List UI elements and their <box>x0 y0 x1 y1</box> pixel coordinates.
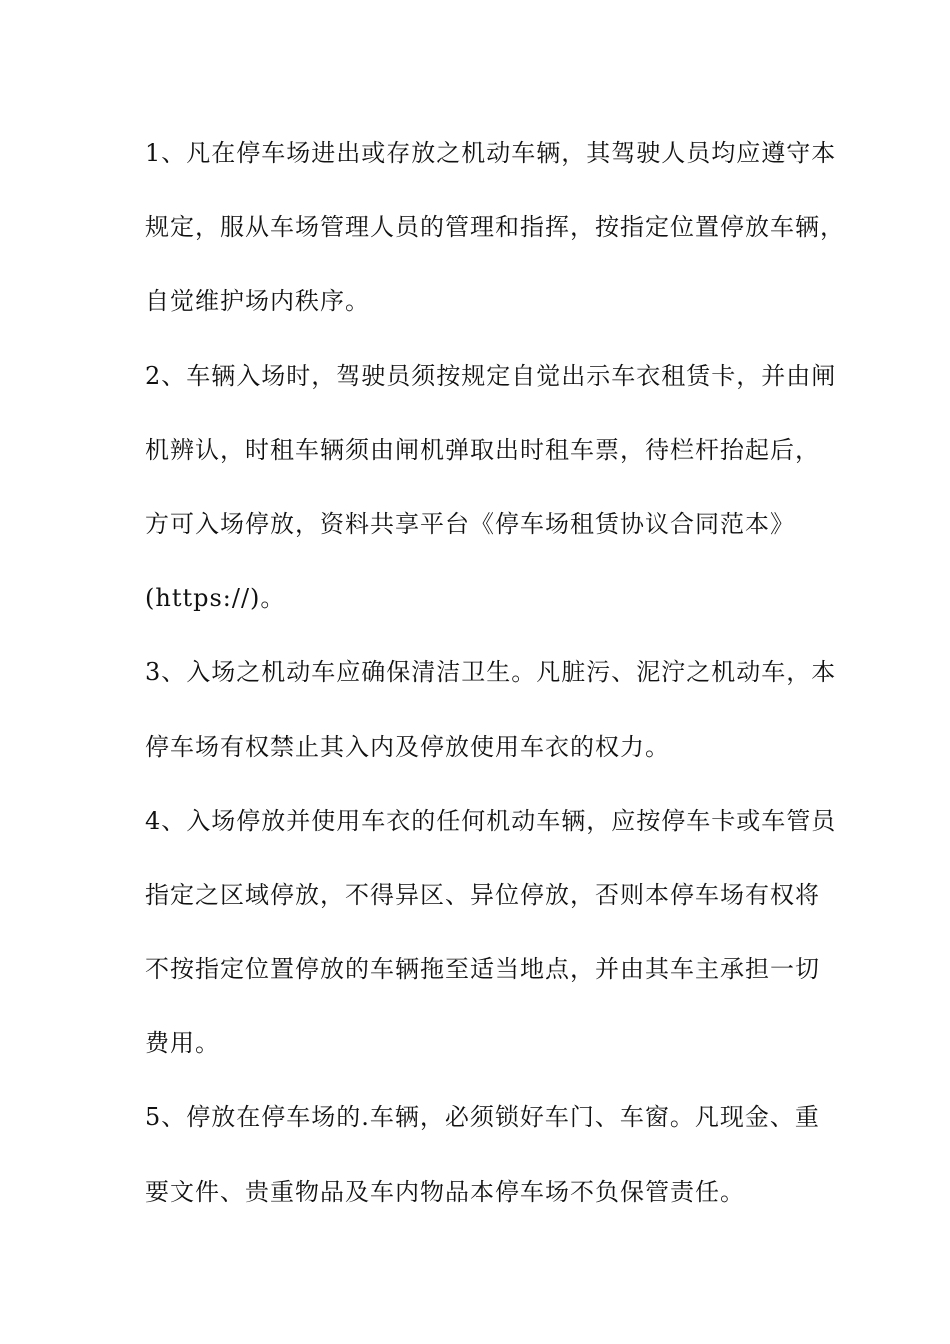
text-line: 指定之区域停放，不得异区、异位停放，否则本停车场有权将 <box>145 880 820 909</box>
document-body <box>145 126 845 1239</box>
text-line: 要文件、贵重物品及车内物品本停车场不负保管责任。 <box>145 1177 745 1206</box>
text-line: 方可入场停放，资料共享平台《停车场租赁协议合同范本》 <box>145 509 795 538</box>
text-line: 不按指定位置停放的车辆拖至适当地点，并由其车主承担一切 <box>145 955 820 984</box>
text-line: 自觉维护场内秩序。 <box>145 287 370 316</box>
text-line: 4、入场停放并使用车衣的任何机动车辆，应按停车卡或车管员 <box>145 806 837 835</box>
text-line: 3、入场之机动车应确保清洁卫生。凡脏污、泥泞之机动车，本 <box>145 658 837 687</box>
text-line: 规定，服从车场管理人员的管理和指挥，按指定位置停放车辆， <box>145 213 845 242</box>
text-line: 机辨认，时租车辆须由闸机弹取出时租车票，待栏杆抬起后， <box>145 435 820 464</box>
text-line: 5、停放在停车场的.车辆，必须锁好车门、车窗。凡现金、重 <box>145 1103 820 1132</box>
text-line: 停车场有权禁止其入内及停放使用车衣的权力。 <box>145 732 670 761</box>
text-line: 2、车辆入场时，驾驶员须按规定自觉出示车衣租赁卡，并由闸 <box>145 361 837 390</box>
text-line: 1、凡在停车场进出或存放之机动车辆，其驾驶人员均应遵守本 <box>145 139 837 167</box>
text-line: 费用。 <box>145 1029 220 1058</box>
text-line: (https://)。 <box>145 584 286 613</box>
